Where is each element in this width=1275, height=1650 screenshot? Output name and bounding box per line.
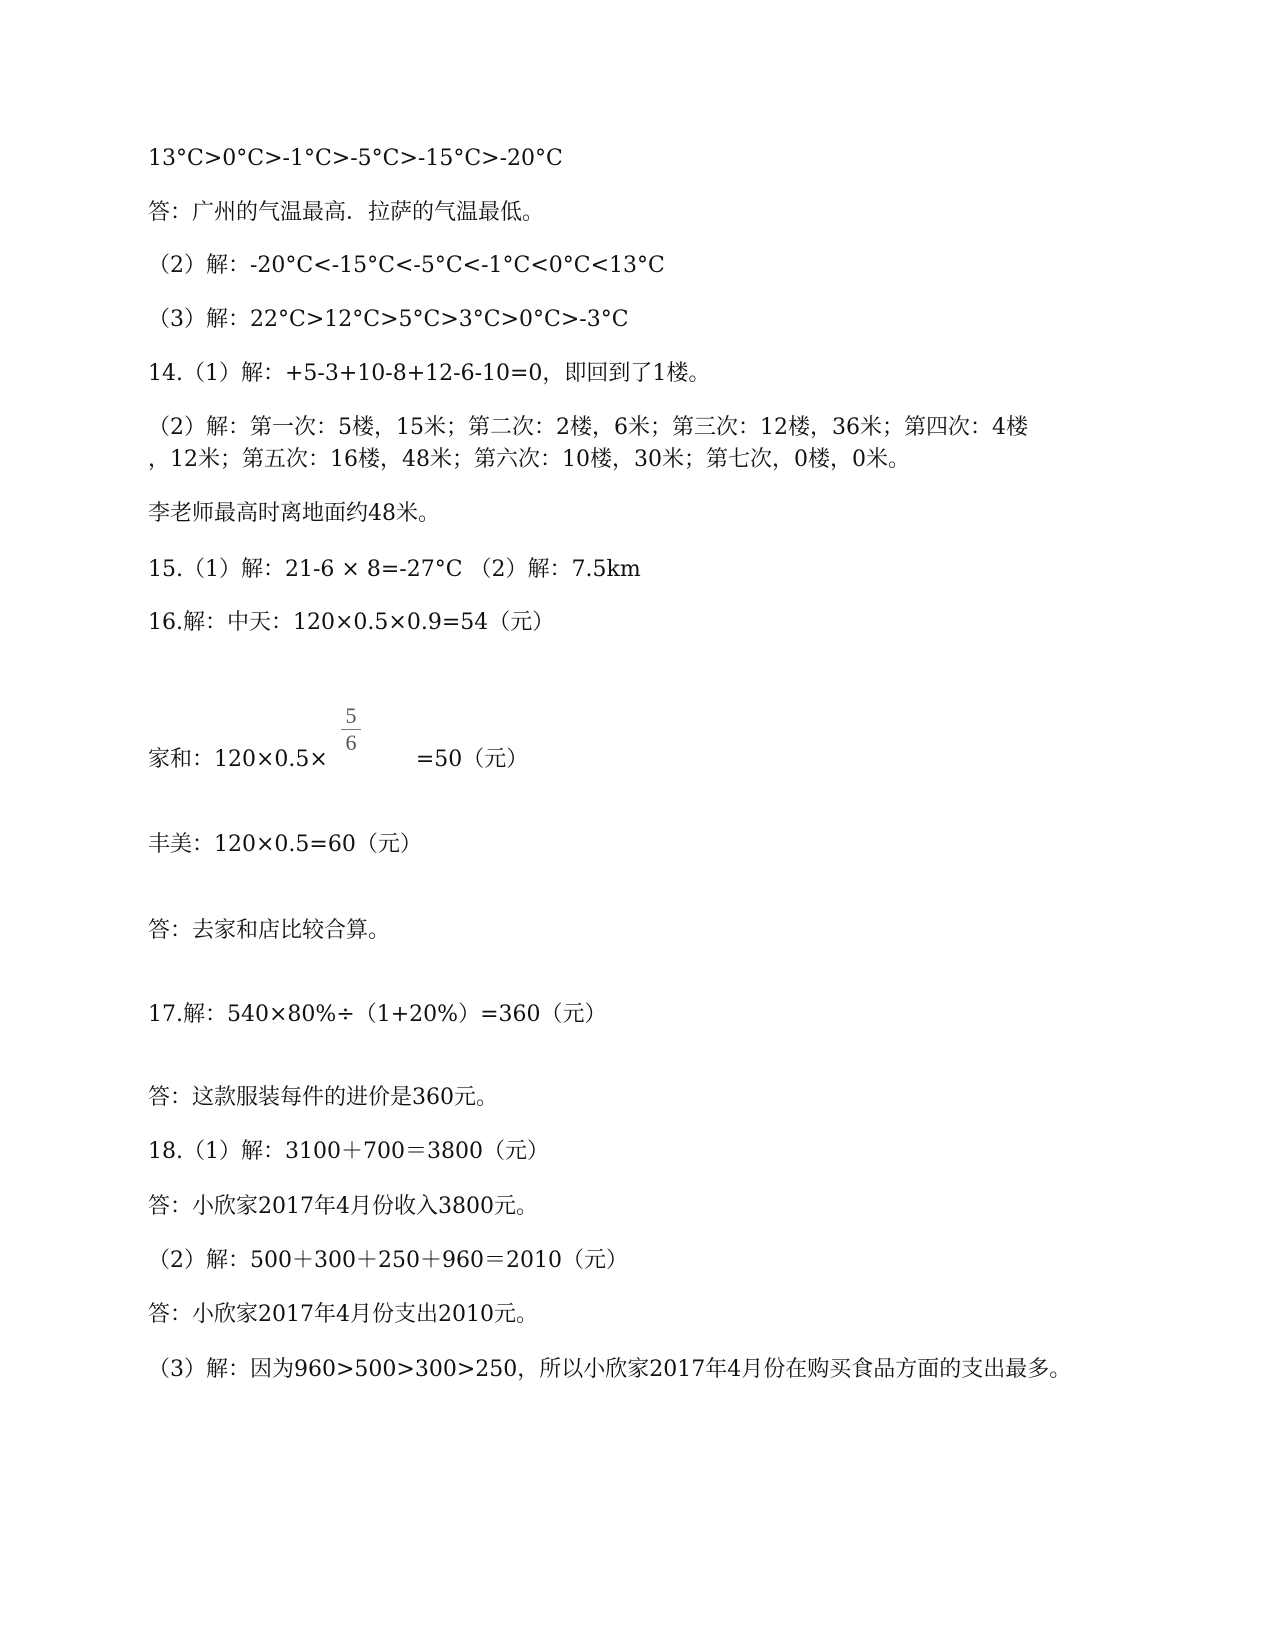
jiahe-prefix: 家和：120×0.5× <box>148 747 328 772</box>
line-16-answer: 答：去家和店比较合算。 <box>148 918 391 943</box>
line-18-1: 18.（1）解：3100＋700＝3800（元） <box>148 1139 549 1164</box>
line-14-answer: 李老师最高时离地面约48米。 <box>148 501 440 526</box>
fraction-denominator: 6 <box>345 730 357 755</box>
line-14-1: 14.（1）解：+5-3+10-8+12-6-10=0，即回到了1楼。 <box>148 361 711 386</box>
fraction-five-sixths <box>339 703 363 756</box>
line-13-3: （3）解：22°C>12°C>5°C>3°C>0°C>-3°C <box>148 307 629 332</box>
fraction-numerator: 5 <box>345 703 357 728</box>
line-18-3: （3）解：因为960>500>300>250，所以小欣家2017年4月份在购买食品方面的支出最多。 <box>148 1357 1072 1382</box>
line-17-answer: 答：这款服装每件的进价是360元。 <box>148 1085 498 1110</box>
line-15: 15.（1）解：21-6 × 8=-27°C （2）解：7.5km <box>148 557 641 582</box>
line-14-2b: ，12米；第五次：16楼，48米；第六次：10楼，30米；第七次，0楼，0米。 <box>148 447 910 472</box>
line-16-zhongtian: 16.解：中天：120×0.5×0.9=54（元） <box>148 610 555 635</box>
line-18-2-answer: 答：小欣家2017年4月份支出2010元。 <box>148 1302 538 1327</box>
line-18-1-answer: 答：小欣家2017年4月份收入3800元。 <box>148 1194 538 1219</box>
line-temp-order: 13°C>0°C>-1°C>-5°C>-15°C>-20°C <box>148 146 563 171</box>
line-17: 17.解：540×80%÷（1+20%）=360（元） <box>148 1002 607 1027</box>
line-16-fengmei: 丰美：120×0.5=60（元） <box>148 832 422 857</box>
line-14-2a: （2）解：第一次：5楼，15米；第二次：2楼，6米；第三次：12楼，36米；第四次：4楼 <box>148 415 1028 440</box>
line-18-2: （2）解：500＋300＋250＋960＝2010（元） <box>148 1248 628 1273</box>
jiahe-suffix: =50（元） <box>415 747 529 772</box>
line-answer-13-1: 答：广州的气温最高．拉萨的气温最低。 <box>148 200 545 225</box>
line-13-2: （2）解：-20°C<-15°C<-5°C<-1°C<0°C<13°C <box>148 253 665 278</box>
